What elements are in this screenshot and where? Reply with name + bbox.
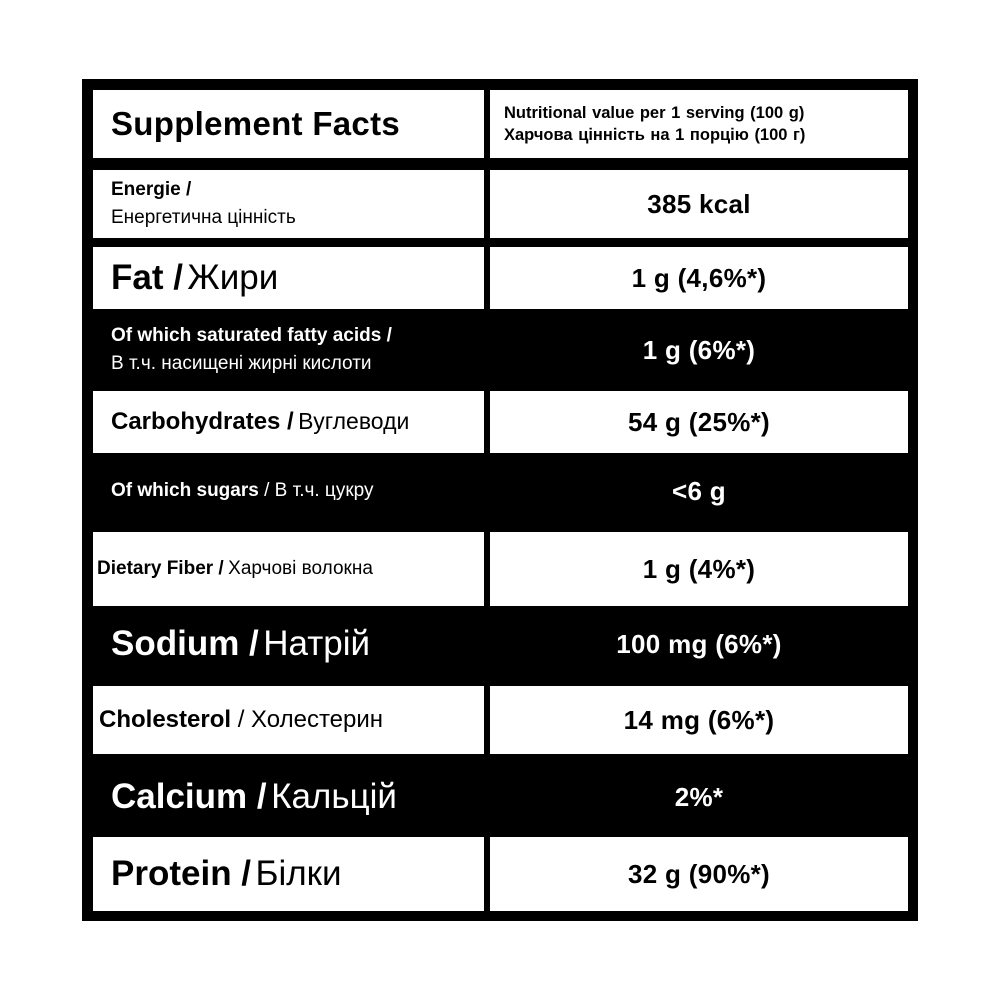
row-sodium-label bbox=[93, 612, 484, 676]
nutrient-name-en: Energie / bbox=[111, 179, 192, 200]
row-cholesterol-label bbox=[93, 686, 484, 754]
row-dietary-fiber-value bbox=[490, 532, 908, 606]
page-title: Supplement Facts bbox=[111, 105, 401, 142]
row-fat-value bbox=[490, 247, 908, 309]
nutrient-value: 54 g (25%*) bbox=[627, 406, 771, 437]
row-fat-label bbox=[93, 247, 484, 309]
nutrient-name-ua: Натрій bbox=[263, 624, 371, 663]
nutrient-name-ua: Білки bbox=[255, 854, 342, 893]
row-energy-label bbox=[93, 170, 484, 238]
row-calcium-label bbox=[93, 765, 484, 829]
row-calcium-value bbox=[490, 765, 908, 829]
header-serving-cell bbox=[490, 90, 908, 158]
row-protein-value bbox=[490, 837, 908, 911]
nutrient-name-en: Calcium / bbox=[111, 777, 267, 816]
nutrient-name-ua: Харчові волокна bbox=[228, 558, 373, 579]
nutrient-value: 385 kcal bbox=[647, 188, 751, 219]
nutrient-name-ua: / Холестерин bbox=[231, 706, 384, 733]
serving-info-en: Nutritional value per 1 serving (100 g) bbox=[504, 104, 805, 122]
row-sugars-label bbox=[93, 460, 484, 522]
row-saturated-fat-label bbox=[93, 316, 484, 384]
nutrient-value: 1 g (4,6%*) bbox=[631, 262, 767, 293]
header-title-cell bbox=[93, 90, 484, 158]
row-saturated-fat-value bbox=[490, 316, 908, 384]
nutrient-name-ua: Вуглеводи bbox=[298, 408, 410, 434]
nutrient-name-ua: / В т.ч. цукру bbox=[258, 480, 374, 501]
row-sugars-value bbox=[490, 460, 908, 522]
nutrient-value: 1 g (6%*) bbox=[642, 334, 756, 365]
nutrient-value: 1 g (4%*) bbox=[642, 553, 756, 584]
nutrient-name-en: Carbohydrates / bbox=[111, 408, 294, 435]
nutrient-value: 100 mg (6%*) bbox=[616, 628, 782, 659]
row-cholesterol-value bbox=[490, 686, 908, 754]
nutrient-name-ua: Енергетична цінність bbox=[111, 207, 296, 228]
nutrient-name-en: Dietary Fiber / bbox=[97, 558, 224, 579]
row-protein-label bbox=[93, 837, 484, 911]
row-carbohydrates-label bbox=[93, 391, 484, 453]
nutrient-name-ua: В т.ч. насищені жирні кислоти bbox=[111, 353, 372, 374]
nutrient-name-ua: Жири bbox=[187, 258, 279, 297]
serving-info-ua: Харчова цінність на 1 порцію (100 г) bbox=[504, 126, 806, 144]
nutrient-value: 2%* bbox=[674, 781, 724, 812]
row-energy-value bbox=[490, 170, 908, 238]
nutrient-value: 14 mg (6%*) bbox=[623, 704, 775, 735]
nutrient-value: 32 g (90%*) bbox=[627, 858, 771, 889]
nutrient-name-ua: Кальцій bbox=[271, 777, 397, 816]
row-sodium-value bbox=[490, 612, 908, 676]
nutrient-name-en: Cholesterol bbox=[99, 706, 232, 733]
nutrient-value: <6 g bbox=[672, 475, 726, 506]
nutrient-name-en: Protein / bbox=[111, 854, 252, 893]
nutrient-name-en: Of which saturated fatty acids / bbox=[111, 325, 392, 346]
row-dietary-fiber-label bbox=[93, 532, 484, 606]
nutrient-name-en: Sodium / bbox=[111, 624, 259, 663]
nutrient-name-en: Of which sugars bbox=[111, 480, 259, 501]
nutrient-name-en: Fat / bbox=[111, 258, 183, 297]
row-carbohydrates-value bbox=[490, 391, 908, 453]
